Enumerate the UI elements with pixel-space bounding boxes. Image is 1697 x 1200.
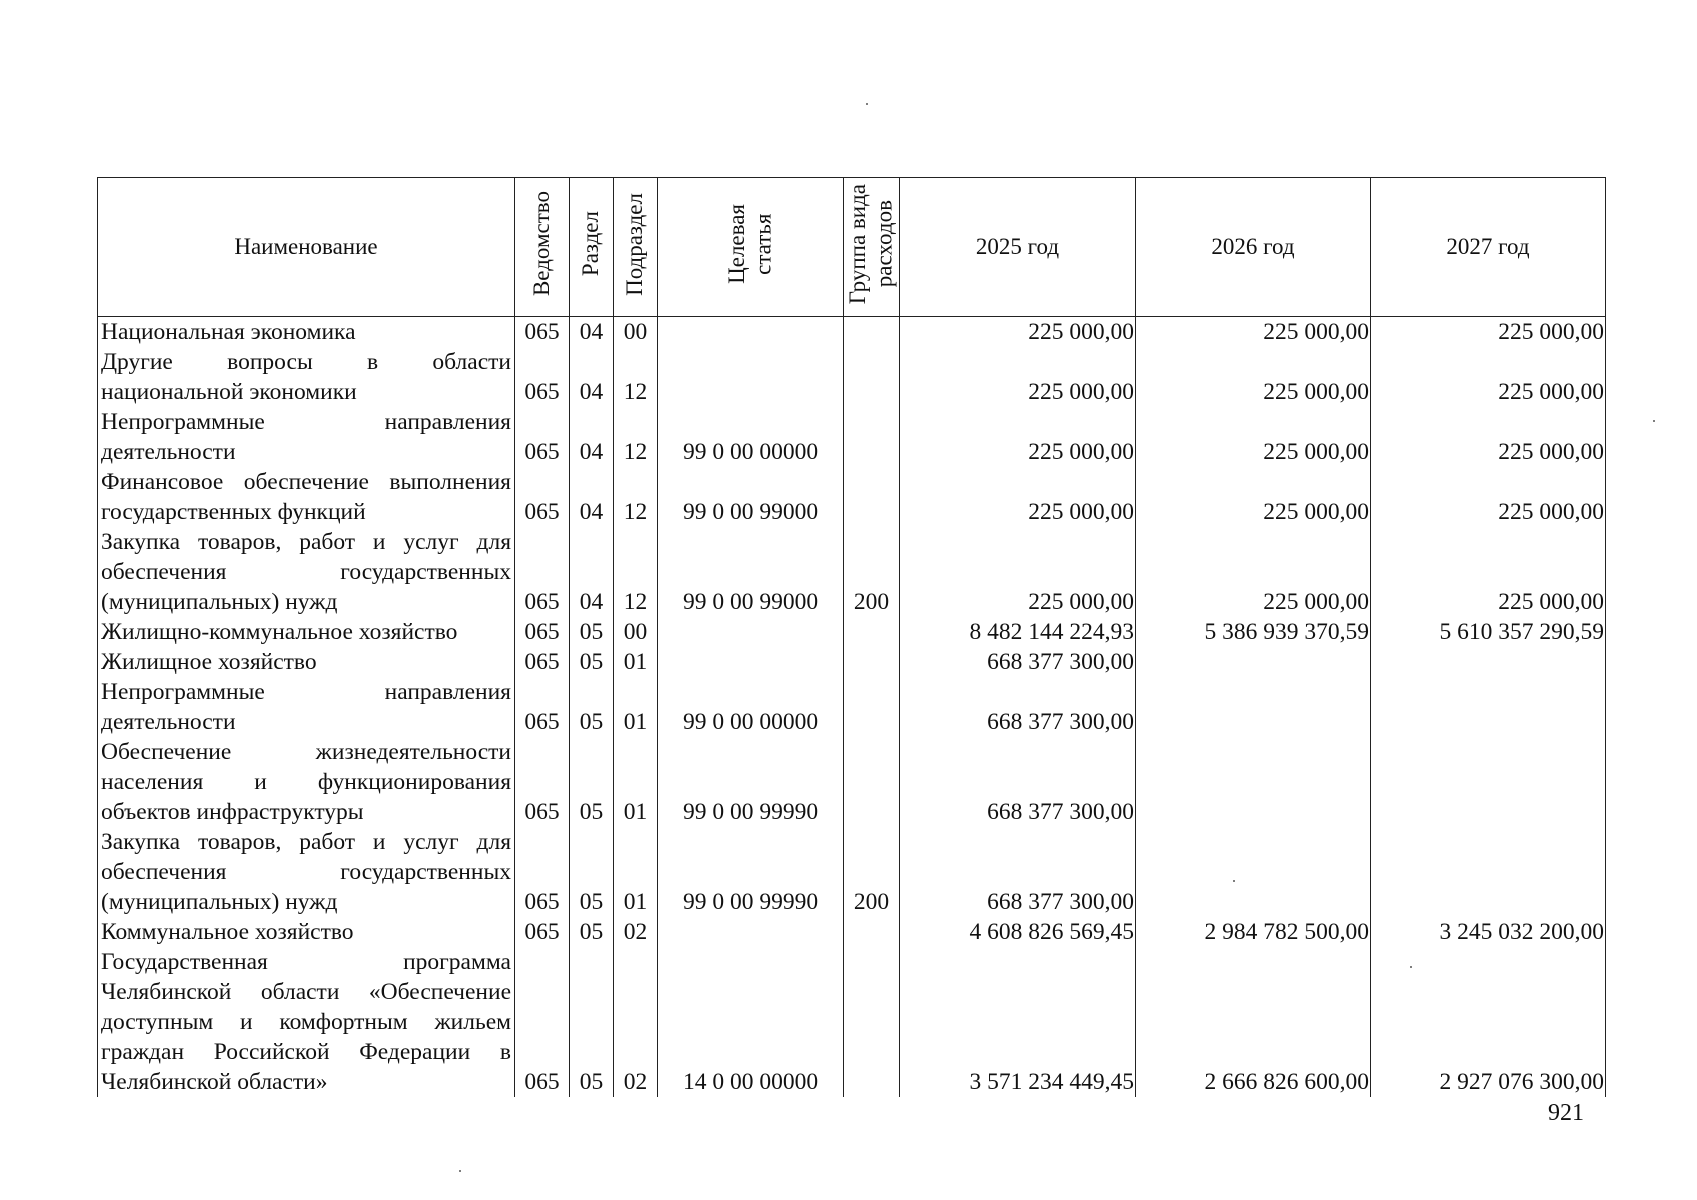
cell-podrazdel: 00 [614, 317, 658, 348]
cell-2027 [1371, 737, 1606, 827]
cell-razdel: 05 [570, 677, 614, 737]
cell-2025: 668 377 300,00 [900, 647, 1136, 677]
header-podrazdel: Подраздел [614, 178, 658, 317]
cell-2027 [1371, 827, 1606, 917]
cell-2027: 225 000,00 [1371, 407, 1606, 467]
cell-vedomstvo: 065 [515, 917, 570, 947]
cell-2025: 4 608 826 569,45 [900, 917, 1136, 947]
cell-vedomstvo: 065 [515, 947, 570, 1097]
cell-celevaya-statya: 99 0 00 00000 [658, 407, 844, 467]
cell-gruppa-vida [844, 467, 900, 527]
cell-gruppa-vida: 200 [844, 527, 900, 617]
table-row [98, 317, 1606, 348]
cell-celevaya-statya [658, 317, 844, 348]
cell-razdel: 05 [570, 917, 614, 947]
cell-name: Жилищно-коммунальное хозяйство [98, 617, 515, 647]
cell-podrazdel: 01 [614, 647, 658, 677]
cell-2027: 225 000,00 [1371, 527, 1606, 617]
cell-razdel: 04 [570, 407, 614, 467]
header-2025: 2025 год [900, 178, 1136, 317]
table-row [98, 407, 1606, 467]
cell-2027: 2 927 076 300,00 [1371, 947, 1606, 1097]
table-row [98, 737, 1606, 827]
cell-2026: 225 000,00 [1136, 347, 1371, 407]
cell-celevaya-statya [658, 917, 844, 947]
cell-2025: 225 000,00 [900, 317, 1136, 348]
cell-name: Закупка товаров, работ и услуг для обеспечения государственных (муниципальных) нужд [98, 527, 515, 617]
cell-2026 [1136, 647, 1371, 677]
cell-2026 [1136, 737, 1371, 827]
cell-2025: 8 482 144 224,93 [900, 617, 1136, 647]
cell-2025: 668 377 300,00 [900, 737, 1136, 827]
cell-name: Национальная экономика [98, 317, 515, 348]
table-row [98, 527, 1606, 617]
table-row [98, 947, 1606, 1097]
cell-celevaya-statya [658, 617, 844, 647]
cell-podrazdel: 12 [614, 527, 658, 617]
header-2027: 2027 год [1371, 178, 1606, 317]
cell-2025: 225 000,00 [900, 467, 1136, 527]
cell-podrazdel: 02 [614, 917, 658, 947]
cell-2027: 225 000,00 [1371, 317, 1606, 348]
cell-podrazdel: 12 [614, 347, 658, 407]
cell-razdel: 05 [570, 647, 614, 677]
cell-2025: 3 571 234 449,45 [900, 947, 1136, 1097]
cell-razdel: 05 [570, 737, 614, 827]
cell-celevaya-statya: 99 0 00 99990 [658, 827, 844, 917]
header-vedomstvo: Ведомство [515, 178, 570, 317]
cell-name: Финансовое обеспечение выполнения государственных функций [98, 467, 515, 527]
cell-name: Коммунальное хозяйство [98, 917, 515, 947]
cell-name: Другие вопросы в области национальной экономики [98, 347, 515, 407]
cell-2025: 225 000,00 [900, 407, 1136, 467]
table-row [98, 827, 1606, 917]
table-row [98, 677, 1606, 737]
cell-vedomstvo: 065 [515, 647, 570, 677]
scan-speck [1653, 420, 1655, 422]
header-gruppa-vida: Группа вида расходов [844, 178, 900, 317]
cell-2025: 225 000,00 [900, 527, 1136, 617]
cell-name: Закупка товаров, работ и услуг для обеспечения государственных (муниципальных) нужд [98, 827, 515, 917]
cell-razdel: 05 [570, 827, 614, 917]
cell-vedomstvo: 065 [515, 467, 570, 527]
cell-name: Обеспечение жизнедеятельности населения и функционирования объектов инфраструктуры [98, 737, 515, 827]
cell-vedomstvo: 065 [515, 677, 570, 737]
cell-vedomstvo: 065 [515, 347, 570, 407]
cell-razdel: 04 [570, 527, 614, 617]
scan-speck [866, 103, 868, 105]
cell-celevaya-statya: 14 0 00 00000 [658, 947, 844, 1097]
cell-2027 [1371, 677, 1606, 737]
table-row [98, 347, 1606, 407]
cell-name: Непрограммные направления деятельности [98, 677, 515, 737]
budget-table [97, 177, 1606, 1097]
cell-podrazdel: 00 [614, 617, 658, 647]
cell-vedomstvo: 065 [515, 317, 570, 348]
cell-gruppa-vida [844, 317, 900, 348]
header-celevaya-statya: Целевая статья [658, 178, 844, 317]
cell-2026: 225 000,00 [1136, 467, 1371, 527]
cell-celevaya-statya: 99 0 00 99000 [658, 527, 844, 617]
cell-gruppa-vida [844, 917, 900, 947]
cell-name: Жилищное хозяйство [98, 647, 515, 677]
cell-2026: 2 984 782 500,00 [1136, 917, 1371, 947]
cell-vedomstvo: 065 [515, 407, 570, 467]
cell-celevaya-statya: 99 0 00 99000 [658, 467, 844, 527]
cell-razdel: 04 [570, 467, 614, 527]
cell-name: Государственная программа Челябинской области «Обеспечение доступным и комфортным жильем граждан Российской Федерации в Челябинской области» [98, 947, 515, 1097]
cell-2026: 5 386 939 370,59 [1136, 617, 1371, 647]
header-2026: 2026 год [1136, 178, 1371, 317]
cell-celevaya-statya [658, 347, 844, 407]
cell-2027: 225 000,00 [1371, 347, 1606, 407]
cell-2027 [1371, 647, 1606, 677]
scan-speck [1410, 966, 1412, 968]
cell-vedomstvo: 065 [515, 827, 570, 917]
table-row [98, 467, 1606, 527]
header-row [98, 178, 1606, 317]
cell-2026: 2 666 826 600,00 [1136, 947, 1371, 1097]
table-row [98, 647, 1606, 677]
cell-podrazdel: 01 [614, 677, 658, 737]
cell-celevaya-statya: 99 0 00 00000 [658, 677, 844, 737]
cell-gruppa-vida [844, 617, 900, 647]
cell-gruppa-vida [844, 947, 900, 1097]
cell-2026: 225 000,00 [1136, 527, 1371, 617]
scan-speck [1233, 880, 1235, 882]
header-name: Наименование [98, 178, 515, 317]
cell-vedomstvo: 065 [515, 737, 570, 827]
cell-2027: 3 245 032 200,00 [1371, 917, 1606, 947]
header-razdel: Раздел [570, 178, 614, 317]
scan-speck [459, 1170, 461, 1172]
cell-razdel: 05 [570, 947, 614, 1097]
cell-celevaya-statya: 99 0 00 99990 [658, 737, 844, 827]
cell-2025: 668 377 300,00 [900, 827, 1136, 917]
cell-2026 [1136, 677, 1371, 737]
cell-gruppa-vida [844, 647, 900, 677]
cell-name: Непрограммные направления деятельности [98, 407, 515, 467]
cell-podrazdel: 01 [614, 827, 658, 917]
cell-2026 [1136, 827, 1371, 917]
table-row [98, 917, 1606, 947]
cell-2026: 225 000,00 [1136, 317, 1371, 348]
cell-gruppa-vida [844, 677, 900, 737]
cell-razdel: 04 [570, 347, 614, 407]
cell-vedomstvo: 065 [515, 617, 570, 647]
cell-podrazdel: 02 [614, 947, 658, 1097]
cell-razdel: 04 [570, 317, 614, 348]
cell-2025: 668 377 300,00 [900, 677, 1136, 737]
cell-2025: 225 000,00 [900, 347, 1136, 407]
table-row [98, 617, 1606, 647]
cell-2027: 225 000,00 [1371, 467, 1606, 527]
cell-celevaya-statya [658, 647, 844, 677]
cell-podrazdel: 12 [614, 467, 658, 527]
page-number: 921 [1548, 1100, 1584, 1126]
cell-podrazdel: 12 [614, 407, 658, 467]
cell-gruppa-vida: 200 [844, 827, 900, 917]
cell-2026: 225 000,00 [1136, 407, 1371, 467]
cell-razdel: 05 [570, 617, 614, 647]
cell-gruppa-vida [844, 407, 900, 467]
cell-vedomstvo: 065 [515, 527, 570, 617]
cell-gruppa-vida [844, 347, 900, 407]
cell-podrazdel: 01 [614, 737, 658, 827]
cell-2027: 5 610 357 290,59 [1371, 617, 1606, 647]
cell-gruppa-vida [844, 737, 900, 827]
